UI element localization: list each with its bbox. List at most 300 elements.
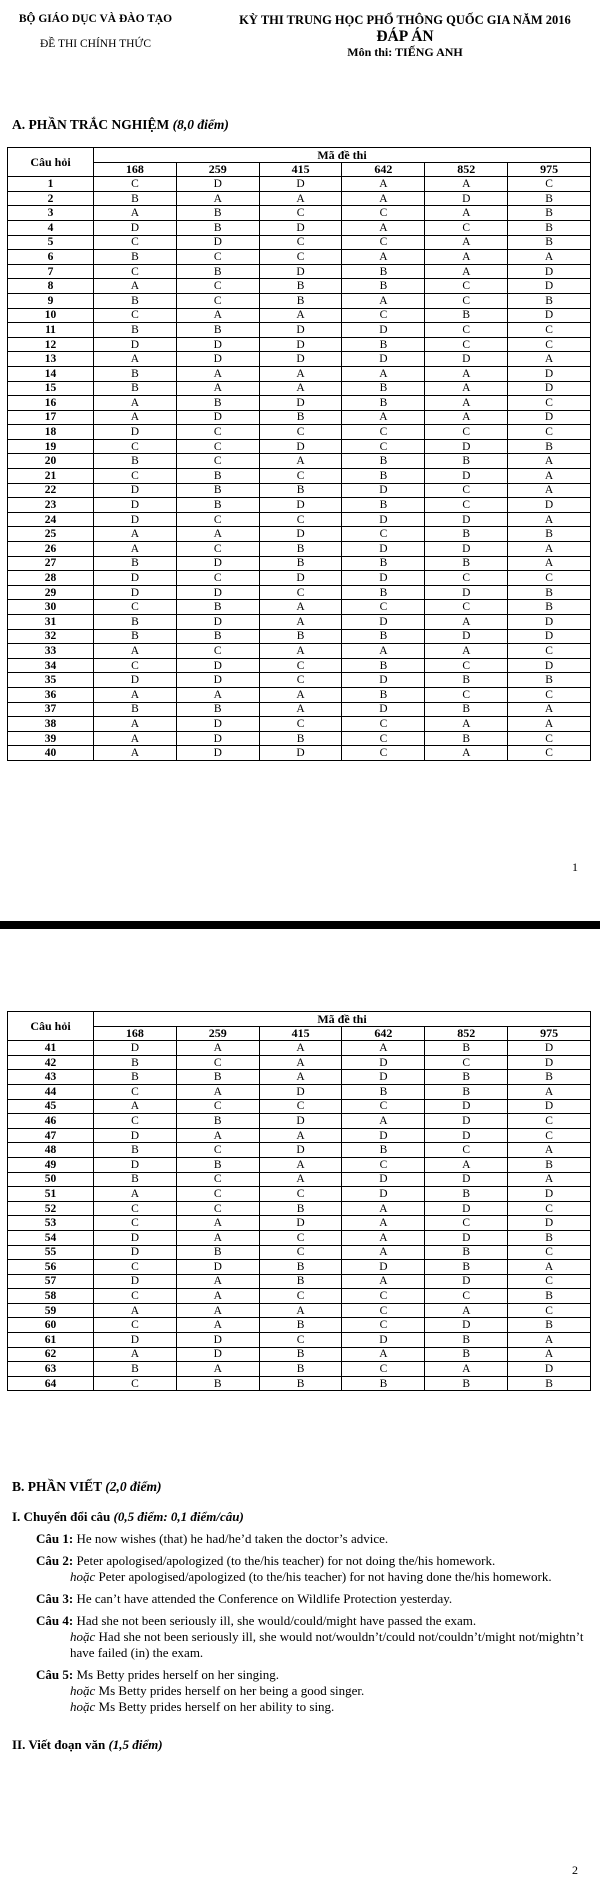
answer-cell: D bbox=[342, 512, 425, 527]
page-number: 1 bbox=[572, 860, 578, 874]
answer-cell: B bbox=[508, 206, 591, 221]
answer-cell: D bbox=[425, 352, 508, 367]
answer-cell: B bbox=[425, 1041, 508, 1056]
answer-cell: C bbox=[94, 469, 177, 484]
table-row bbox=[8, 206, 591, 221]
answer-cell: A bbox=[508, 1143, 591, 1158]
answer-cell: D bbox=[425, 512, 508, 527]
answer-cell: C bbox=[508, 687, 591, 702]
answer-cell: D bbox=[259, 571, 342, 586]
table-row bbox=[8, 396, 591, 411]
table-row bbox=[8, 1230, 591, 1245]
answer-cell: D bbox=[94, 571, 177, 586]
answer-cell: A bbox=[342, 220, 425, 235]
answer-cell: C bbox=[94, 1084, 177, 1099]
answer-cell: A bbox=[508, 1084, 591, 1099]
answer-cell: B bbox=[259, 279, 342, 294]
answer-cell: A bbox=[425, 1362, 508, 1377]
answer-cell: A bbox=[259, 1070, 342, 1085]
answer-cell: C bbox=[342, 717, 425, 732]
answer-cell: B bbox=[94, 556, 177, 571]
alternative-answer bbox=[70, 1569, 587, 1585]
header-left bbox=[8, 13, 183, 50]
alt-answer-text: Ms Betty prides herself on her being a good singer. bbox=[98, 1683, 365, 1698]
answer-cell: D bbox=[176, 658, 259, 673]
answer-cell: C bbox=[176, 439, 259, 454]
question-column-header: Câu hỏi bbox=[8, 148, 94, 177]
answer-cell: B bbox=[176, 220, 259, 235]
answer-cell: D bbox=[425, 1230, 508, 1245]
question-number: 45 bbox=[8, 1099, 94, 1114]
question-number: 52 bbox=[8, 1201, 94, 1216]
alt-answer-text: Ms Betty prides herself on her ability to sing. bbox=[98, 1699, 335, 1714]
answer-cell: C bbox=[176, 454, 259, 469]
answer-cell: A bbox=[508, 352, 591, 367]
table-row bbox=[8, 1041, 591, 1056]
answer-cell: C bbox=[342, 235, 425, 250]
table-row bbox=[8, 644, 591, 659]
table-row bbox=[8, 1157, 591, 1172]
answer-cell: A bbox=[342, 1114, 425, 1129]
answer-cell: A bbox=[259, 1303, 342, 1318]
question-number: 56 bbox=[8, 1260, 94, 1275]
answer-cell: C bbox=[259, 206, 342, 221]
exam-code: 975 bbox=[508, 162, 591, 177]
answer-cell: B bbox=[176, 1070, 259, 1085]
page-separator bbox=[0, 905, 600, 948]
answer-cell: D bbox=[94, 425, 177, 440]
table-row bbox=[8, 1128, 591, 1143]
answer-cell: B bbox=[259, 410, 342, 425]
answer-cell: A bbox=[259, 1055, 342, 1070]
answer-cell: B bbox=[176, 1376, 259, 1391]
answer-cell: D bbox=[176, 556, 259, 571]
alt-word: hoặc bbox=[70, 1683, 96, 1698]
table-row bbox=[8, 1114, 591, 1129]
answer-cell: C bbox=[94, 177, 177, 192]
answer-cell: A bbox=[342, 1216, 425, 1231]
answer-cell: B bbox=[94, 381, 177, 396]
answer-cell: B bbox=[259, 556, 342, 571]
alt-word: hoặc bbox=[70, 1569, 96, 1584]
item-answer: He now wishes (that) he had/he’d taken the doctor’s advice. bbox=[76, 1531, 389, 1546]
question-number: 58 bbox=[8, 1289, 94, 1304]
answer-cell: D bbox=[259, 1216, 342, 1231]
answer-cell: C bbox=[425, 1289, 508, 1304]
question-number: 12 bbox=[8, 337, 94, 352]
answer-cell: A bbox=[508, 454, 591, 469]
answer-cell: C bbox=[259, 1230, 342, 1245]
answer-cell: A bbox=[342, 1274, 425, 1289]
answer-cell: D bbox=[342, 483, 425, 498]
table-row bbox=[8, 1070, 591, 1085]
answer-cell: A bbox=[342, 644, 425, 659]
answer-cell: C bbox=[425, 658, 508, 673]
answer-cell: B bbox=[176, 702, 259, 717]
answer-cell: D bbox=[425, 1201, 508, 1216]
answer-cell: C bbox=[425, 1216, 508, 1231]
answer-cell: B bbox=[342, 1143, 425, 1158]
answer-cell: A bbox=[259, 702, 342, 717]
table-row bbox=[8, 235, 591, 250]
question-number: 53 bbox=[8, 1216, 94, 1231]
answer-cell: A bbox=[176, 1216, 259, 1231]
answer-cell: A bbox=[94, 396, 177, 411]
table-row bbox=[8, 337, 591, 352]
section-a-points: (8,0 điểm) bbox=[172, 117, 229, 132]
section-a-title: A. PHẦN TRẮC NGHIỆM bbox=[12, 117, 170, 132]
question-number: 30 bbox=[8, 600, 94, 615]
answer-cell: A bbox=[425, 644, 508, 659]
answer-cell: A bbox=[342, 410, 425, 425]
answer-cell: C bbox=[508, 337, 591, 352]
answer-cell: D bbox=[342, 1128, 425, 1143]
question-number: 44 bbox=[8, 1084, 94, 1099]
table-row bbox=[8, 731, 591, 746]
answer-cell: B bbox=[342, 498, 425, 513]
table-row bbox=[8, 1055, 591, 1070]
answer-cell: A bbox=[425, 410, 508, 425]
answer-cell: C bbox=[508, 425, 591, 440]
answer-cell: D bbox=[259, 1084, 342, 1099]
answer-cell: C bbox=[425, 600, 508, 615]
table-row bbox=[8, 527, 591, 542]
answer-cell: C bbox=[425, 571, 508, 586]
answer-cell: A bbox=[508, 556, 591, 571]
question-number: 37 bbox=[8, 702, 94, 717]
answer-cell: B bbox=[508, 600, 591, 615]
question-column-header: Câu hỏi bbox=[8, 1012, 94, 1041]
table-row bbox=[8, 191, 591, 206]
table-row bbox=[8, 746, 591, 761]
answer-cell: A bbox=[94, 687, 177, 702]
table-row bbox=[8, 673, 591, 688]
table-row bbox=[8, 279, 591, 294]
table-row bbox=[8, 629, 591, 644]
part-2-heading bbox=[12, 1737, 587, 1753]
table-row bbox=[8, 1274, 591, 1289]
answer-cell: B bbox=[425, 1187, 508, 1202]
answer-cell: C bbox=[508, 746, 591, 761]
answer-cell: B bbox=[176, 469, 259, 484]
table-row bbox=[8, 1260, 591, 1275]
answer-cell: B bbox=[425, 1084, 508, 1099]
answer-cell: B bbox=[94, 191, 177, 206]
exam-code: 975 bbox=[508, 1026, 591, 1041]
answer-cell: D bbox=[508, 1216, 591, 1231]
section-a-heading bbox=[12, 117, 229, 133]
answer-cell: B bbox=[508, 1289, 591, 1304]
answer-cell: C bbox=[425, 293, 508, 308]
answer-cell: C bbox=[508, 1274, 591, 1289]
answer-cell: C bbox=[176, 425, 259, 440]
question-number: 61 bbox=[8, 1333, 94, 1348]
answer-cell: A bbox=[508, 1260, 591, 1275]
answer-cell: B bbox=[508, 1376, 591, 1391]
answer-cell: B bbox=[342, 381, 425, 396]
answer-table-2-body bbox=[8, 1041, 591, 1391]
answer-cell: D bbox=[259, 177, 342, 192]
answer-cell: B bbox=[259, 542, 342, 557]
table-row bbox=[8, 1187, 591, 1202]
answer-cell: B bbox=[342, 279, 425, 294]
answer-cell: B bbox=[425, 1070, 508, 1085]
answer-cell: D bbox=[259, 746, 342, 761]
table-row bbox=[8, 1084, 591, 1099]
answer-cell: B bbox=[342, 469, 425, 484]
answer-cell: B bbox=[425, 1260, 508, 1275]
answer-cell: A bbox=[508, 469, 591, 484]
answer-cell: C bbox=[508, 1201, 591, 1216]
answer-cell: C bbox=[176, 644, 259, 659]
answer-cell: A bbox=[425, 264, 508, 279]
answer-cell: B bbox=[259, 1274, 342, 1289]
answer-cell: B bbox=[425, 1347, 508, 1362]
answer-cell: D bbox=[342, 1260, 425, 1275]
answer-cell: B bbox=[508, 1230, 591, 1245]
answer-cell: D bbox=[342, 323, 425, 338]
answer-cell: B bbox=[425, 1376, 508, 1391]
answer-cell: C bbox=[176, 293, 259, 308]
answer-item bbox=[36, 1591, 587, 1607]
question-number: 19 bbox=[8, 439, 94, 454]
table-row bbox=[8, 1362, 591, 1377]
answer-cell: D bbox=[94, 483, 177, 498]
table-row bbox=[8, 454, 591, 469]
answer-cell: C bbox=[342, 425, 425, 440]
answer-cell: C bbox=[259, 585, 342, 600]
answer-cell: C bbox=[508, 644, 591, 659]
question-number: 18 bbox=[8, 425, 94, 440]
answer-cell: D bbox=[176, 235, 259, 250]
answer-cell: C bbox=[176, 250, 259, 265]
item-label: Câu 3: bbox=[36, 1591, 74, 1606]
table-row bbox=[8, 1318, 591, 1333]
answer-cell: A bbox=[508, 483, 591, 498]
item-answer: Ms Betty prides herself on her singing. bbox=[76, 1667, 280, 1682]
answer-cell: D bbox=[94, 1230, 177, 1245]
answer-cell: D bbox=[176, 746, 259, 761]
answer-item bbox=[36, 1531, 587, 1547]
answer-cell: D bbox=[94, 673, 177, 688]
question-number: 21 bbox=[8, 469, 94, 484]
answer-cell: B bbox=[176, 1114, 259, 1129]
item-answer: He can’t have attended the Conference on Wildlife Protection yesterday. bbox=[76, 1591, 453, 1606]
table-row bbox=[8, 439, 591, 454]
answer-cell: D bbox=[94, 512, 177, 527]
table-row bbox=[8, 1201, 591, 1216]
answer-cell: B bbox=[425, 308, 508, 323]
answer-cell: A bbox=[176, 191, 259, 206]
question-number: 42 bbox=[8, 1055, 94, 1070]
answer-cell: D bbox=[342, 702, 425, 717]
question-number: 63 bbox=[8, 1362, 94, 1377]
question-number: 40 bbox=[8, 746, 94, 761]
answer-cell: D bbox=[508, 1041, 591, 1056]
answer-cell: C bbox=[259, 717, 342, 732]
answer-cell: D bbox=[508, 410, 591, 425]
answer-cell: A bbox=[425, 366, 508, 381]
answer-cell: D bbox=[508, 366, 591, 381]
answer-cell: D bbox=[176, 717, 259, 732]
question-number: 25 bbox=[8, 527, 94, 542]
alternative-answer bbox=[70, 1683, 587, 1699]
answer-cell: D bbox=[176, 1347, 259, 1362]
answer-cell: C bbox=[508, 731, 591, 746]
answer-cell: A bbox=[259, 366, 342, 381]
page-number: 2 bbox=[572, 1863, 578, 1877]
answer-table-2 bbox=[7, 1011, 591, 1391]
answer-cell: D bbox=[94, 1245, 177, 1260]
header-right bbox=[215, 13, 595, 60]
answer-cell: B bbox=[508, 1318, 591, 1333]
answer-item bbox=[36, 1613, 587, 1661]
answer-cell: B bbox=[508, 527, 591, 542]
table-row bbox=[8, 1303, 591, 1318]
answer-cell: C bbox=[342, 746, 425, 761]
answer-cell: A bbox=[94, 542, 177, 557]
answer-cell: A bbox=[94, 352, 177, 367]
table-row bbox=[8, 717, 591, 732]
answer-cell: B bbox=[94, 454, 177, 469]
answer-cell: A bbox=[425, 250, 508, 265]
answer-cell: C bbox=[259, 425, 342, 440]
answer-cell: C bbox=[259, 250, 342, 265]
answer-cell: A bbox=[342, 177, 425, 192]
answer-cell: D bbox=[176, 410, 259, 425]
answer-cell: C bbox=[176, 542, 259, 557]
answer-cell: C bbox=[342, 731, 425, 746]
answer-cell: D bbox=[425, 1172, 508, 1187]
answer-cell: C bbox=[94, 658, 177, 673]
answer-cell: B bbox=[94, 1362, 177, 1377]
answer-cell: B bbox=[508, 293, 591, 308]
answer-cell: D bbox=[176, 673, 259, 688]
answer-cell: D bbox=[508, 1099, 591, 1114]
answer-cell: C bbox=[176, 1099, 259, 1114]
answer-cell: A bbox=[94, 279, 177, 294]
answer-cell: D bbox=[176, 1333, 259, 1348]
table-row bbox=[8, 308, 591, 323]
answer-cell: C bbox=[94, 1201, 177, 1216]
question-number: 4 bbox=[8, 220, 94, 235]
answer-cell: B bbox=[94, 323, 177, 338]
exam-code: 642 bbox=[342, 1026, 425, 1041]
answer-cell: B bbox=[176, 264, 259, 279]
table-row bbox=[8, 571, 591, 586]
answer-cell: C bbox=[425, 1143, 508, 1158]
answer-cell: C bbox=[425, 483, 508, 498]
answer-cell: B bbox=[342, 337, 425, 352]
alt-word: hoặc bbox=[70, 1629, 96, 1644]
answer-cell: D bbox=[176, 177, 259, 192]
question-number: 17 bbox=[8, 410, 94, 425]
answer-cell: C bbox=[94, 308, 177, 323]
official-exam-label: ĐỀ THI CHÍNH THỨC bbox=[39, 38, 152, 50]
answer-cell: A bbox=[508, 512, 591, 527]
question-number: 27 bbox=[8, 556, 94, 571]
ministry-name: BỘ GIÁO DỤC VÀ ĐÀO TẠO bbox=[18, 13, 173, 25]
answer-cell: A bbox=[176, 381, 259, 396]
answer-cell: C bbox=[342, 439, 425, 454]
item-label: Câu 1: bbox=[36, 1531, 74, 1546]
answer-cell: D bbox=[508, 498, 591, 513]
answer-cell: D bbox=[425, 469, 508, 484]
answer-cell: A bbox=[94, 527, 177, 542]
answer-cell: B bbox=[508, 439, 591, 454]
exam-code-header: Mã đề thi bbox=[94, 1012, 591, 1027]
question-number: 38 bbox=[8, 717, 94, 732]
answer-cell: B bbox=[259, 1318, 342, 1333]
answer-cell: C bbox=[425, 425, 508, 440]
answer-cell: B bbox=[259, 1201, 342, 1216]
answer-cell: B bbox=[342, 1376, 425, 1391]
answer-cell: C bbox=[176, 1201, 259, 1216]
answer-cell: A bbox=[508, 1347, 591, 1362]
answer-cell: D bbox=[176, 1260, 259, 1275]
answer-cell: A bbox=[259, 1041, 342, 1056]
answer-cell: D bbox=[259, 337, 342, 352]
answer-cell: D bbox=[508, 615, 591, 630]
answer-cell: A bbox=[176, 366, 259, 381]
answer-cell: C bbox=[508, 1303, 591, 1318]
answer-cell: B bbox=[176, 323, 259, 338]
answer-cell: B bbox=[259, 293, 342, 308]
table-row bbox=[8, 1143, 591, 1158]
part-1-heading bbox=[12, 1509, 587, 1525]
exam-code: 852 bbox=[425, 1026, 508, 1041]
answer-cell: A bbox=[342, 1245, 425, 1260]
question-number: 50 bbox=[8, 1172, 94, 1187]
answer-cell: B bbox=[176, 1245, 259, 1260]
table-row bbox=[8, 1245, 591, 1260]
answer-cell: A bbox=[176, 1230, 259, 1245]
answer-cell: D bbox=[342, 1187, 425, 1202]
answer-cell: B bbox=[342, 1084, 425, 1099]
answer-cell: C bbox=[425, 687, 508, 702]
answer-cell: C bbox=[508, 396, 591, 411]
answer-cell: B bbox=[508, 673, 591, 688]
answer-cell: C bbox=[259, 512, 342, 527]
answer-cell: D bbox=[342, 1070, 425, 1085]
answer-cell: C bbox=[425, 279, 508, 294]
table-row bbox=[8, 512, 591, 527]
answer-cell: D bbox=[342, 615, 425, 630]
question-number: 16 bbox=[8, 396, 94, 411]
answer-cell: D bbox=[259, 1143, 342, 1158]
answer-cell: A bbox=[425, 396, 508, 411]
answer-cell: A bbox=[94, 644, 177, 659]
alternative-answer bbox=[70, 1629, 587, 1661]
question-number: 1 bbox=[8, 177, 94, 192]
question-number: 2 bbox=[8, 191, 94, 206]
answer-cell: D bbox=[342, 571, 425, 586]
table-row bbox=[8, 1376, 591, 1391]
answer-cell: C bbox=[508, 323, 591, 338]
answer-cell: A bbox=[176, 1362, 259, 1377]
answer-cell: A bbox=[508, 1333, 591, 1348]
exam-code: 168 bbox=[94, 1026, 177, 1041]
question-number: 59 bbox=[8, 1303, 94, 1318]
exam-title: KỲ THI TRUNG HỌC PHỔ THÔNG QUỐC GIA NĂM 2016 bbox=[239, 13, 571, 27]
table-row bbox=[8, 410, 591, 425]
answer-cell: D bbox=[259, 498, 342, 513]
answer-cell: A bbox=[176, 1084, 259, 1099]
table-row bbox=[8, 556, 591, 571]
section-b bbox=[12, 1479, 587, 1753]
question-number: 10 bbox=[8, 308, 94, 323]
exam-code: 415 bbox=[259, 162, 342, 177]
